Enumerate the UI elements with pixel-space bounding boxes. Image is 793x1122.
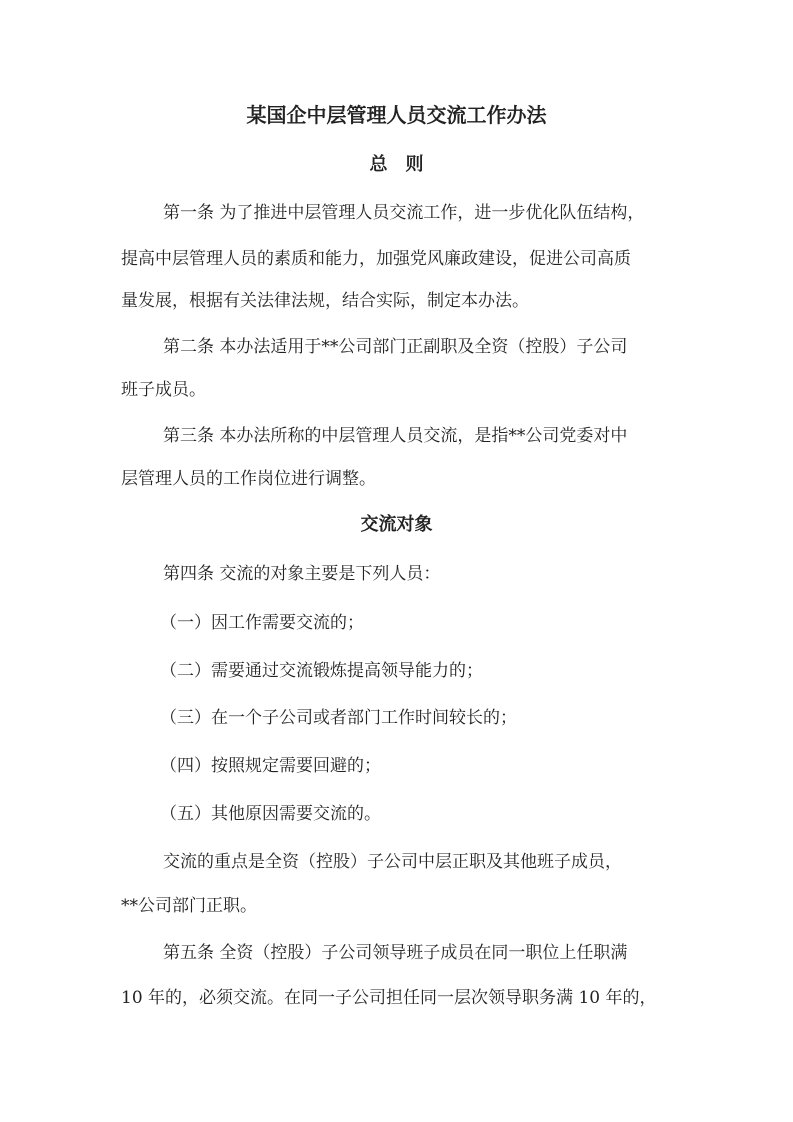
article-1-line-1: 第一条 为了推进中层管理人员交流工作，进一步优化队伍结构， — [163, 203, 645, 223]
list-item-2: （二）需要通过交流锻炼提高领导能力的； — [160, 661, 483, 681]
article-3-line-2: 层管理人员的工作岗位进行调整。 — [121, 469, 376, 489]
focus-line-2: **公司部门正职。 — [121, 896, 257, 916]
article-5-line-2: 10 年的，必须交流。在同一子公司担任同一层次领导职务满 10 年的， — [121, 988, 657, 1008]
article-3-line-1: 第三条 本办法所称的中层管理人员交流，是指**公司党委对中 — [163, 426, 628, 446]
focus-line-1: 交流的重点是全资（控股）子公司中层正职及其他班子成员， — [163, 852, 622, 872]
list-item-4: （四）按照规定需要回避的； — [160, 756, 381, 776]
list-item-3: （三）在一个子公司或者部门工作时间较长的； — [160, 708, 517, 728]
article-1-line-2: 提高中层管理人员的素质和能力，加强党风廉政建设，促进公司高质 — [121, 249, 631, 269]
section-heading-exchange-targets: 交流对象 — [360, 514, 433, 535]
article-5-line-1: 第五条 全资（控股）子公司领导班子成员在同一职位上任职满 — [163, 943, 628, 963]
article-1-line-3: 量发展，根据有关法律法规，结合实际，制定本办法。 — [121, 291, 529, 311]
article-4-line-1: 第四条 交流的对象主要是下列人员： — [163, 564, 441, 584]
list-item-1: （一）因工作需要交流的； — [160, 613, 364, 633]
list-item-5: （五）其他原因需要交流的。 — [160, 804, 381, 824]
section-heading-general: 总 则 — [369, 154, 424, 175]
document-title: 某国企中层管理人员交流工作办法 — [246, 103, 547, 127]
article-2-line-1: 第二条 本办法适用于**公司部门正副职及全资（控股）子公司 — [163, 337, 628, 357]
article-2-line-2: 班子成员。 — [121, 380, 206, 400]
